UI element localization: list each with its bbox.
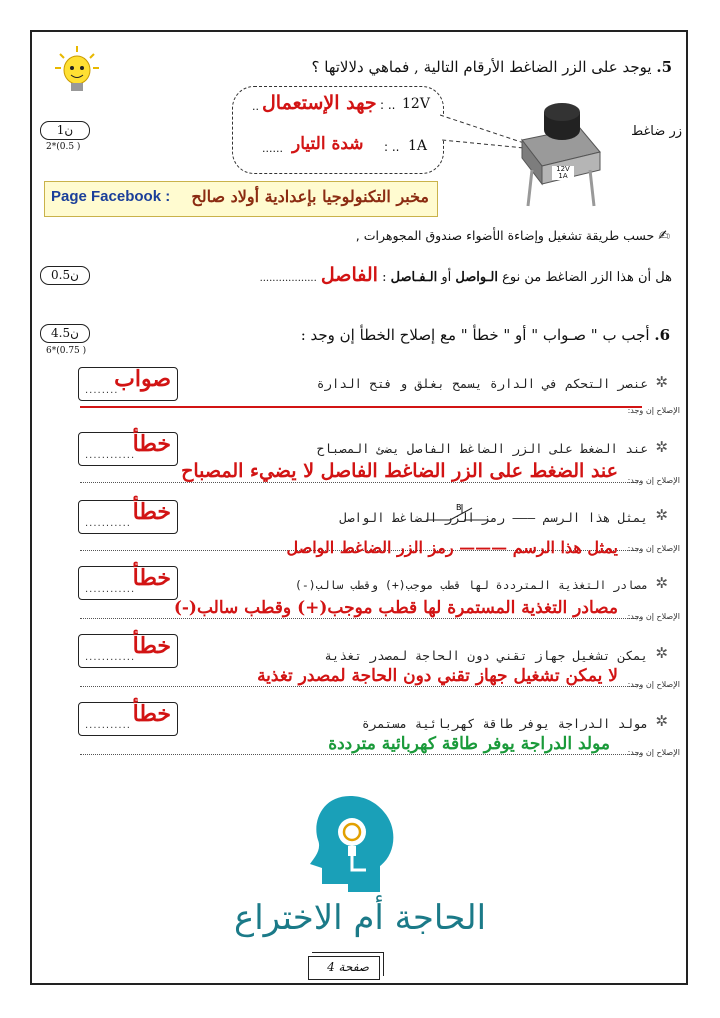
bubble-row2-answer: شدة التيار (292, 134, 364, 154)
page-number-text: صفحة 4 (327, 960, 369, 974)
lightbulb-mascot-icon (52, 44, 102, 99)
mid-intro-text: حسب طريقة تشغيل وإضاءة الأضواء صندوق المجوهرات , (355, 228, 655, 243)
q5-number: 5. (656, 58, 672, 76)
answer-box[interactable] (78, 702, 178, 736)
mid-option-2: الـفـاصل (390, 270, 438, 285)
answer-text: صواب (114, 366, 171, 392)
bullet-icon: ✲ (655, 438, 668, 456)
answer-dots: ............ (85, 450, 136, 461)
bubble-row1-sep: : .. (380, 98, 396, 112)
mid-or: أو (441, 270, 452, 285)
mid-question-line (260, 264, 672, 286)
correction-label: الإصلاح إن وجد: (627, 612, 680, 621)
mid-option-1: الـواصل (455, 270, 498, 285)
q5-title-text: يوجد على الزر الضاغط الأرقام التالية , فماهي دلالاتها ؟ (311, 58, 652, 76)
mid-score-text: 0.5ن (51, 268, 79, 282)
answer-text: خطأ (132, 701, 171, 727)
push-button-device-icon (510, 100, 610, 210)
q6-score-note: 6*(0.75 ) (46, 346, 87, 356)
q6-title (301, 326, 670, 344)
correction-text: مولد الدراجة يوفر طاقة كهربائية مترددة (328, 734, 610, 754)
q6-number: 6. (654, 326, 670, 344)
answer-text: خطأ (132, 431, 171, 457)
mid-answer: الفاصل (320, 264, 378, 286)
statement-text: مولد الدراجة يوفر طاقة كهربائية مستمرة (362, 716, 648, 731)
correction-line[interactable] (80, 686, 642, 687)
head-lightbulb-emblem-icon (300, 788, 410, 898)
facebook-banner (44, 181, 438, 217)
banner-school-text: مخبر التكنولوجيا بإعدادية أولاد صالح (191, 187, 429, 206)
answer-box[interactable] (78, 432, 178, 466)
bubble-row-1 (252, 92, 432, 120)
correction-text: يمثل هذا الرسم ——— رمز الزر الضاغط الواصل (286, 538, 618, 557)
mid-score-badge (40, 266, 90, 285)
correction-line[interactable] (80, 406, 642, 408)
bubble-row-2 (262, 134, 432, 162)
correction-label: الإصلاح إن وجد: (627, 748, 680, 757)
answer-text: خطأ (132, 499, 171, 525)
q5-score-text: 1ن (56, 123, 74, 137)
page-number-badge (308, 956, 380, 980)
q5-title (312, 58, 672, 76)
switch-symbol-label: B (456, 503, 462, 512)
bullet-icon: ✲ (655, 644, 668, 662)
answer-text: خطأ (132, 633, 171, 659)
footer-slogan: الحاجة أم الاختراع (233, 898, 487, 938)
mid-dots: .................. (259, 273, 317, 284)
answer-box[interactable] (78, 634, 178, 668)
q6-title-text: أجب ب " صـواب " أو " خطأ " مع إصلاح الخطأ إن وجد : (300, 326, 650, 344)
statement-text: مصادر التغذية المترددة لها قطب موجب(+) وقطب سالب(-) (294, 578, 648, 592)
answer-dots: ........... (85, 518, 131, 529)
q6-score-text: 4.5ن (51, 326, 79, 340)
bullet-icon: ✲ (655, 506, 668, 524)
correction-line[interactable] (80, 618, 642, 619)
q5-score-badge (40, 121, 90, 140)
mid-colon: : (382, 270, 387, 285)
statement-text: يمثل هذا الرسم ——— رمز الزر الضاغط الواصل (339, 510, 648, 525)
answer-dots: ........... (85, 720, 131, 731)
bubble-row2-value: 1A (408, 138, 428, 154)
answer-box[interactable] (78, 367, 178, 401)
correction-line[interactable] (80, 754, 642, 755)
bubble-row2-dots: ...... (262, 142, 283, 155)
banner-facebook-text: Page Facebook : (51, 188, 171, 205)
bubble-row1-answer: جهد الإستعمال (262, 92, 377, 114)
statement-text: عنصر التحكم في الدارة يسمح بغلق و فتح الدارة (316, 376, 648, 391)
bullet-icon: ✲ (655, 373, 668, 391)
answer-box[interactable] (78, 566, 178, 600)
answer-dots: ............ (85, 584, 136, 595)
correction-text: عند الضغط على الزر الضاغط الفاصل لا يضيء المصباح (181, 460, 618, 482)
answer-dots: ............ (85, 652, 136, 663)
answer-text: خطأ (132, 565, 171, 591)
correction-label: الإصلاح إن وجد: (627, 406, 680, 415)
correction-label: الإصلاح إن وجد: (627, 544, 680, 553)
mid-question-prefix: هل أن هذا الزر الضاغط من نوع (502, 270, 672, 285)
mid-intro-line (356, 228, 670, 244)
switch-symbol-icon (424, 500, 490, 530)
q6-score-badge (40, 324, 90, 343)
push-button-label: زر ضاغط (631, 124, 682, 139)
bullet-icon: ✲ (655, 574, 668, 592)
answer-dots: ........ (85, 385, 119, 396)
correction-text: مصادر التغذية المستمرة لها قطب موجب(+) وقطب سالب(-) (173, 598, 618, 618)
bubble-row1-dots: .. (252, 100, 259, 113)
bubble-row1-value: 12V (402, 96, 430, 112)
statement-text: عند الضغط على الزر الضاغط الفاصل يضئ المصباح (316, 441, 648, 456)
pencil-icon: ✍ (658, 228, 670, 244)
correction-label: الإصلاح إن وجد: (627, 476, 680, 485)
q5-score-note: 2*(0.5 ) (46, 142, 81, 152)
bubble-row2-sep: : .. (384, 140, 400, 154)
statement-text: يمكن تشغيل جهاز تقني دون الحاجة لمصدر تغذية (324, 648, 648, 663)
device-marking: 12V 1A (552, 166, 574, 180)
correction-label: الإصلاح إن وجد: (627, 680, 680, 689)
correction-text: لا يمكن تشغيل جهاز تقني دون الحاجة لمصدر تغذية (257, 666, 618, 686)
answer-box[interactable] (78, 500, 178, 534)
correction-line[interactable] (80, 482, 642, 483)
bullet-icon: ✲ (655, 712, 668, 730)
